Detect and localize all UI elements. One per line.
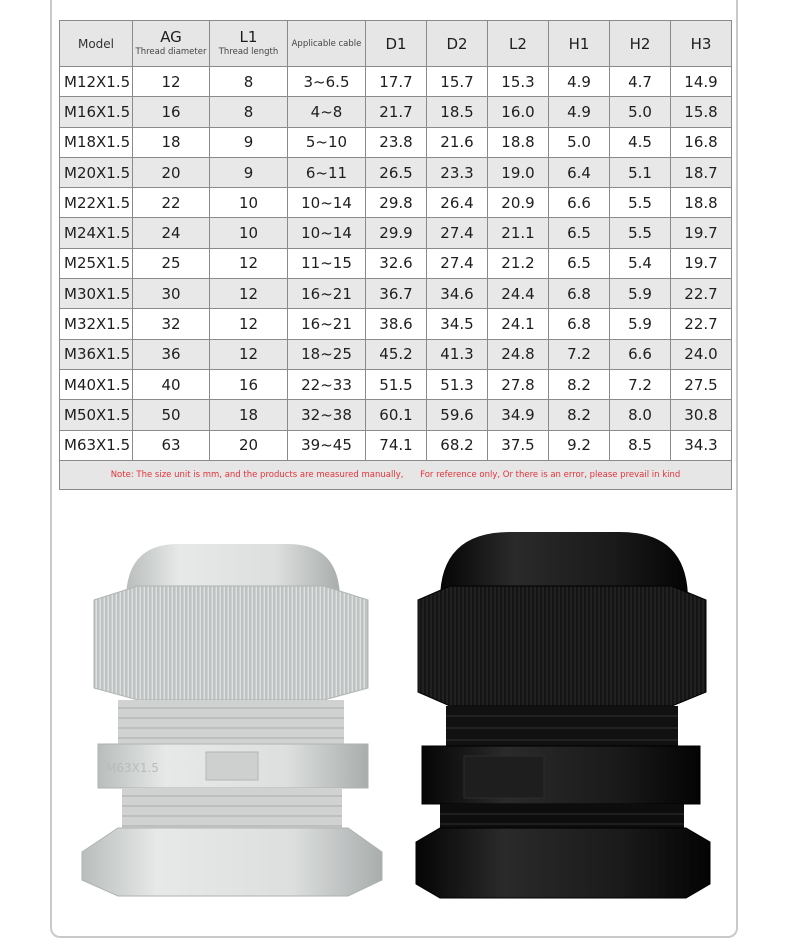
cell-model: M32X1.5 <box>60 309 133 339</box>
note-cell <box>60 460 732 489</box>
cell-h3: 19.7 <box>671 248 732 278</box>
cell-ag: 12 <box>133 67 210 97</box>
cell-h3: 16.8 <box>671 127 732 157</box>
cell-model: M40X1.5 <box>60 369 133 399</box>
cell-h1: 6.6 <box>549 188 610 218</box>
cell-h3: 15.8 <box>671 97 732 127</box>
cell-h3: 34.3 <box>671 430 732 460</box>
cell-h2: 7.2 <box>610 369 671 399</box>
cell-cable: 3~6.5 <box>288 67 366 97</box>
cell-h1: 4.9 <box>549 97 610 127</box>
table-row <box>60 127 732 157</box>
spec-table <box>59 20 732 490</box>
cell-l1: 8 <box>210 97 288 127</box>
black-base-nut-shape <box>416 828 710 898</box>
cell-l1: 12 <box>210 248 288 278</box>
cell-cable: 4~8 <box>288 97 366 127</box>
cell-h3: 19.7 <box>671 218 732 248</box>
cell-d2: 34.5 <box>427 309 488 339</box>
grey-ce-mark: CE <box>336 762 351 775</box>
cell-l1: 18 <box>210 400 288 430</box>
cell-l2: 37.5 <box>488 430 549 460</box>
cell-l1: 10 <box>210 188 288 218</box>
cell-h3: 18.7 <box>671 157 732 187</box>
header-ag-label: AG <box>160 28 182 46</box>
cell-d1: 60.1 <box>366 400 427 430</box>
cell-d2: 27.4 <box>427 218 488 248</box>
header-l1-label: L1 <box>239 28 258 46</box>
grey-upper-thread <box>118 700 344 744</box>
cell-ag: 25 <box>133 248 210 278</box>
cell-h1: 6.8 <box>549 279 610 309</box>
cell-d2: 21.6 <box>427 127 488 157</box>
cell-h3: 24.0 <box>671 339 732 369</box>
cell-ag: 30 <box>133 279 210 309</box>
cell-model: M63X1.5 <box>60 430 133 460</box>
cell-h2: 5.5 <box>610 218 671 248</box>
cell-h1: 9.2 <box>549 430 610 460</box>
cell-h2: 5.9 <box>610 309 671 339</box>
cell-h3: 18.8 <box>671 188 732 218</box>
cell-model: M18X1.5 <box>60 127 133 157</box>
cell-ag: 24 <box>133 218 210 248</box>
note-text-2: For reference only, Or there is an error, please prevail in kind <box>420 469 681 480</box>
cell-d2: 34.6 <box>427 279 488 309</box>
cell-model: M36X1.5 <box>60 339 133 369</box>
table-row <box>60 309 732 339</box>
cell-l1: 16 <box>210 369 288 399</box>
cell-l2: 21.1 <box>488 218 549 248</box>
grey-thread-marking: M63X1.5 <box>106 761 159 775</box>
cell-d1: 36.7 <box>366 279 427 309</box>
cell-ag: 16 <box>133 97 210 127</box>
cell-cable: 18~25 <box>288 339 366 369</box>
cell-d2: 59.6 <box>427 400 488 430</box>
cell-d2: 27.4 <box>427 248 488 278</box>
cell-l1: 12 <box>210 279 288 309</box>
header-applicable-cable: Applicable cable <box>288 21 366 67</box>
cell-ag: 18 <box>133 127 210 157</box>
header-l2: L2 <box>488 21 549 67</box>
cell-l1: 9 <box>210 157 288 187</box>
cell-h2: 4.5 <box>610 127 671 157</box>
cell-ag: 50 <box>133 400 210 430</box>
grey-hex-nut-shape <box>94 586 368 700</box>
cell-l1: 12 <box>210 339 288 369</box>
black-hex-nut-shape <box>418 586 706 706</box>
cell-d1: 29.9 <box>366 218 427 248</box>
cell-cable: 6~11 <box>288 157 366 187</box>
table-body <box>60 67 732 461</box>
cell-d1: 74.1 <box>366 430 427 460</box>
cell-l1: 8 <box>210 67 288 97</box>
cell-ag: 36 <box>133 339 210 369</box>
header-h1: H1 <box>549 21 610 67</box>
table-row <box>60 67 732 97</box>
cell-h2: 5.9 <box>610 279 671 309</box>
grey-ring-window <box>206 752 258 780</box>
cell-h1: 5.0 <box>549 127 610 157</box>
cell-d1: 38.6 <box>366 309 427 339</box>
cell-h3: 22.7 <box>671 279 732 309</box>
cell-h3: 30.8 <box>671 400 732 430</box>
cell-cable: 16~21 <box>288 279 366 309</box>
cell-l2: 24.8 <box>488 339 549 369</box>
cell-l2: 20.9 <box>488 188 549 218</box>
table-row <box>60 97 732 127</box>
note-text-1: Note: The size unit is mm, and the products are measured manually, <box>110 469 404 480</box>
cell-d2: 15.7 <box>427 67 488 97</box>
table-row <box>60 400 732 430</box>
table-row <box>60 188 732 218</box>
cell-cable: 22~33 <box>288 369 366 399</box>
table-row <box>60 248 732 278</box>
cell-model: M25X1.5 <box>60 248 133 278</box>
header-d2: D2 <box>427 21 488 67</box>
cell-d1: 32.6 <box>366 248 427 278</box>
cell-h2: 5.5 <box>610 188 671 218</box>
cell-h2: 5.0 <box>610 97 671 127</box>
cell-h1: 7.2 <box>549 339 610 369</box>
cell-l1: 10 <box>210 218 288 248</box>
cell-cable: 39~45 <box>288 430 366 460</box>
cell-d1: 51.5 <box>366 369 427 399</box>
cell-l1: 12 <box>210 309 288 339</box>
cell-h3: 27.5 <box>671 369 732 399</box>
cell-h2: 6.6 <box>610 339 671 369</box>
header-model: Model <box>60 21 133 67</box>
cell-model: M22X1.5 <box>60 188 133 218</box>
cell-h3: 22.7 <box>671 309 732 339</box>
cell-l2: 19.0 <box>488 157 549 187</box>
cell-l2: 24.4 <box>488 279 549 309</box>
cell-cable: 32~38 <box>288 400 366 430</box>
cell-d1: 23.8 <box>366 127 427 157</box>
cell-h2: 5.1 <box>610 157 671 187</box>
cell-d1: 21.7 <box>366 97 427 127</box>
cell-h1: 8.2 <box>549 369 610 399</box>
cell-h1: 6.4 <box>549 157 610 187</box>
cell-ag: 63 <box>133 430 210 460</box>
cell-h1: 6.8 <box>549 309 610 339</box>
cell-d1: 26.5 <box>366 157 427 187</box>
table-row <box>60 430 732 460</box>
table-row <box>60 218 732 248</box>
cell-l2: 34.9 <box>488 400 549 430</box>
cell-h2: 4.7 <box>610 67 671 97</box>
cell-d2: 51.3 <box>427 369 488 399</box>
cell-model: M16X1.5 <box>60 97 133 127</box>
cell-model: M50X1.5 <box>60 400 133 430</box>
header-h2: H2 <box>610 21 671 67</box>
cell-l2: 16.0 <box>488 97 549 127</box>
header-row <box>60 21 732 67</box>
cell-model: M30X1.5 <box>60 279 133 309</box>
cell-model: M24X1.5 <box>60 218 133 248</box>
table-row <box>60 157 732 187</box>
cell-h1: 4.9 <box>549 67 610 97</box>
cell-cable: 5~10 <box>288 127 366 157</box>
cell-d2: 23.3 <box>427 157 488 187</box>
black-ring-window <box>464 756 544 798</box>
cell-d2: 41.3 <box>427 339 488 369</box>
cell-l2: 18.8 <box>488 127 549 157</box>
grey-lower-thread <box>122 788 342 830</box>
cell-cable: 11~15 <box>288 248 366 278</box>
cell-h1: 8.2 <box>549 400 610 430</box>
cell-ag: 22 <box>133 188 210 218</box>
cell-l2: 21.2 <box>488 248 549 278</box>
cell-h2: 5.4 <box>610 248 671 278</box>
table-row <box>60 279 732 309</box>
cell-l2: 27.8 <box>488 369 549 399</box>
cell-model: M12X1.5 <box>60 67 133 97</box>
cell-cable: 10~14 <box>288 218 366 248</box>
cell-h2: 8.0 <box>610 400 671 430</box>
header-h3: H3 <box>671 21 732 67</box>
cell-h1: 6.5 <box>549 218 610 248</box>
cell-ag: 40 <box>133 369 210 399</box>
cell-d1: 45.2 <box>366 339 427 369</box>
cell-h1: 6.5 <box>549 248 610 278</box>
cell-l1: 9 <box>210 127 288 157</box>
cell-d2: 68.2 <box>427 430 488 460</box>
header-l1 <box>210 21 288 67</box>
cell-cable: 10~14 <box>288 188 366 218</box>
header-l1-sub: Thread length <box>218 47 279 57</box>
cell-d1: 29.8 <box>366 188 427 218</box>
cell-cable: 16~21 <box>288 309 366 339</box>
black-cable-gland-image <box>410 530 716 902</box>
grey-cable-gland-image <box>78 540 384 900</box>
cell-ag: 20 <box>133 157 210 187</box>
cell-h3: 14.9 <box>671 67 732 97</box>
note-row <box>60 460 732 489</box>
cell-d2: 26.4 <box>427 188 488 218</box>
cell-l1: 20 <box>210 430 288 460</box>
cell-d1: 17.7 <box>366 67 427 97</box>
cell-h2: 8.5 <box>610 430 671 460</box>
grey-base-nut-shape <box>82 828 382 896</box>
table-row <box>60 339 732 369</box>
header-d1: D1 <box>366 21 427 67</box>
cell-l2: 15.3 <box>488 67 549 97</box>
table-row <box>60 369 732 399</box>
cell-model: M20X1.5 <box>60 157 133 187</box>
black-upper-thread <box>446 706 678 746</box>
header-ag-sub: Thread diameter <box>135 47 207 57</box>
cell-d2: 18.5 <box>427 97 488 127</box>
header-ag <box>133 21 210 67</box>
cell-l2: 24.1 <box>488 309 549 339</box>
cell-ag: 32 <box>133 309 210 339</box>
